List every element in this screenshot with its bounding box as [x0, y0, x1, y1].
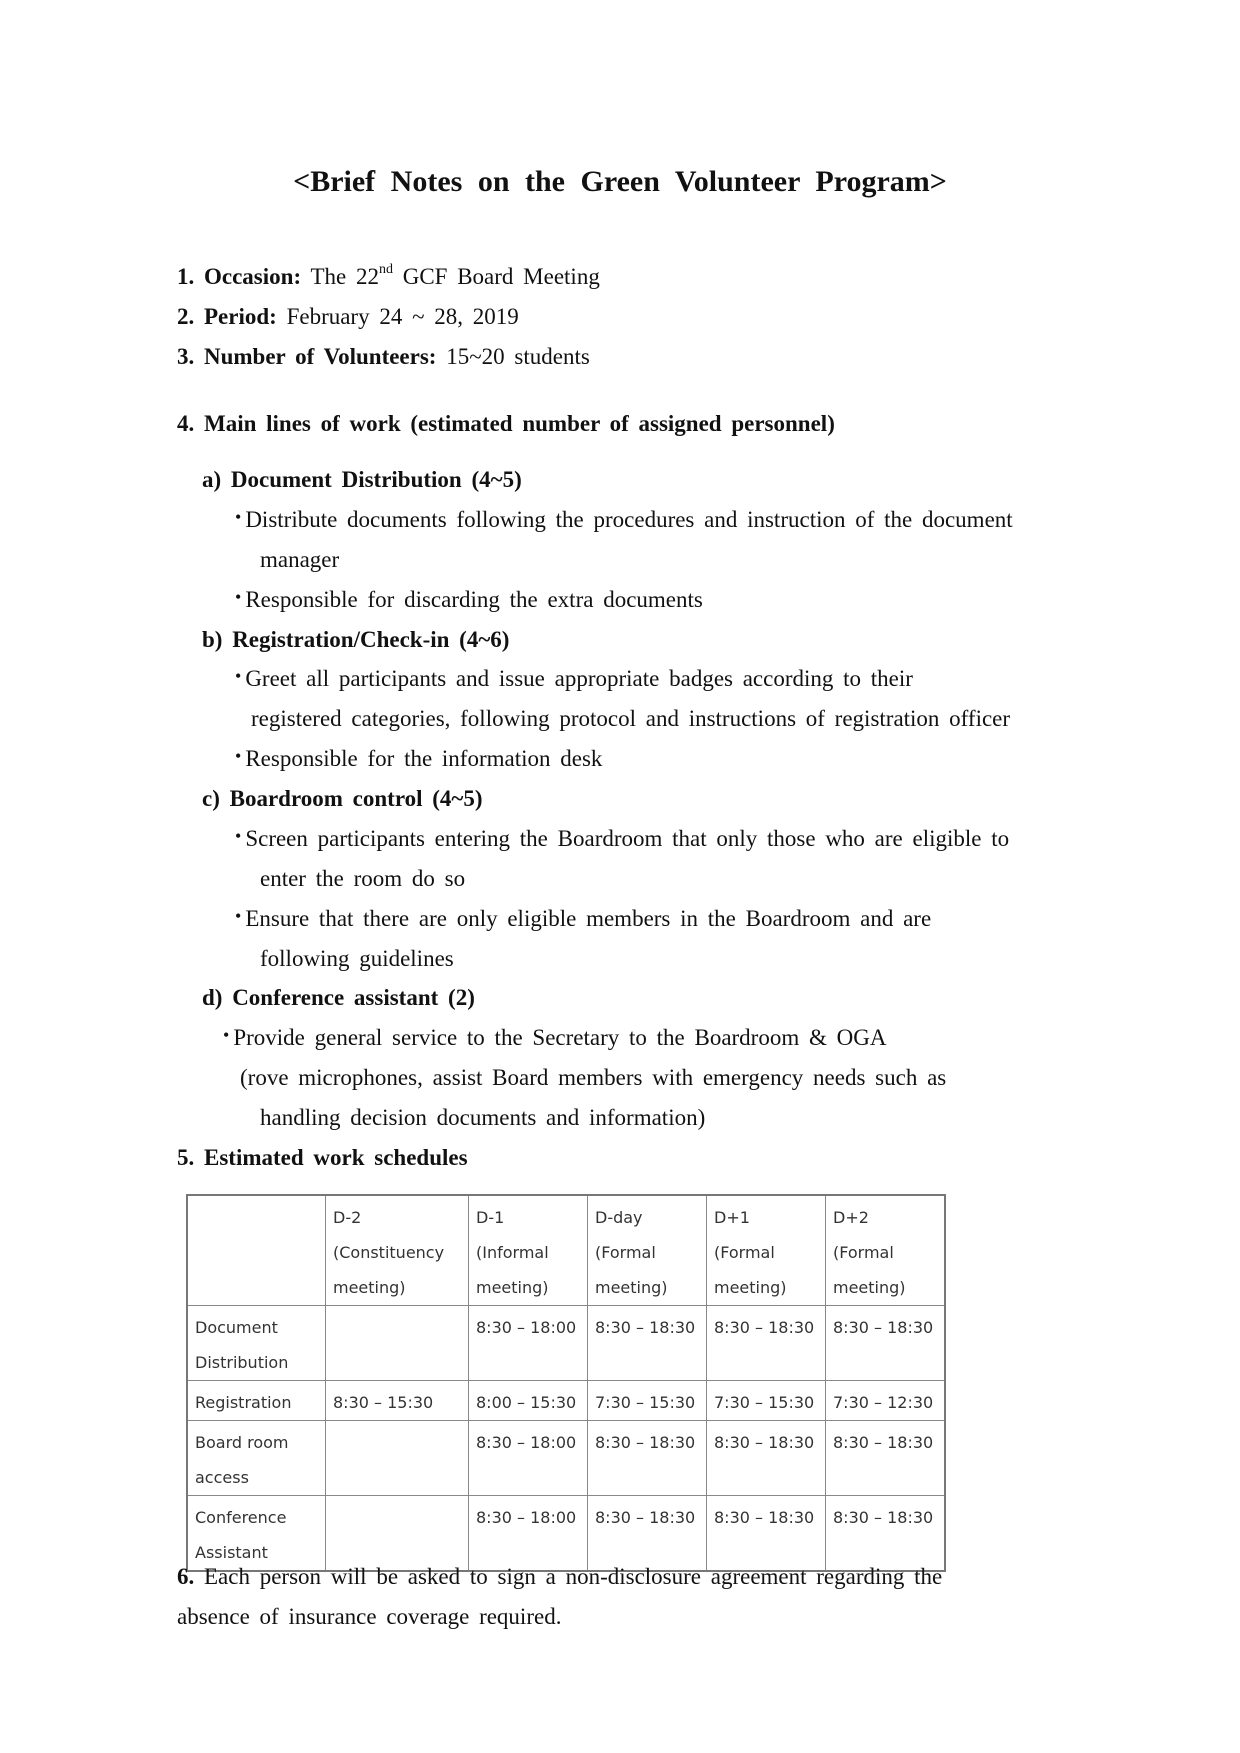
- table-cell: 8:30 – 18:30: [588, 1306, 707, 1381]
- bullet-icon: •: [235, 587, 242, 607]
- bullet-icon: •: [235, 746, 242, 766]
- bullet-icon: •: [235, 507, 242, 527]
- occasion-value-post: GCF Board Meeting: [392, 264, 600, 289]
- header-day: D-2: [333, 1208, 362, 1227]
- volunteers-value: 15~20 students: [436, 344, 590, 369]
- volunteers-label: Number of Volunteers:: [204, 344, 437, 369]
- bullet-item: [235, 824, 1009, 855]
- table-header-cell: [469, 1195, 588, 1306]
- table-cell: 8:30 – 18:30: [588, 1496, 707, 1572]
- occasion-superscript: nd: [378, 262, 393, 278]
- item-volunteers: [177, 342, 590, 372]
- bullet-text: Greet all participants and issue appropriate badges according to their: [245, 666, 913, 691]
- bullet-text: Ensure that there are only eligible members in the Boardroom and are: [245, 906, 932, 931]
- row-label: Board room access: [187, 1421, 326, 1496]
- bullet-continuation: manager: [260, 547, 340, 572]
- section-b-heading: b) Registration/Check-in (4~6): [202, 627, 510, 652]
- table-header-cell: [326, 1195, 469, 1306]
- table-cell: 7:30 – 12:30: [826, 1381, 946, 1421]
- header-day: D+2: [833, 1208, 869, 1227]
- item-number: 1.: [177, 264, 195, 289]
- table-row: [187, 1496, 945, 1572]
- bullet-continuation: registered categories, following protocol and instructions of registration officer: [251, 706, 1011, 731]
- table-cell: 8:30 – 18:30: [707, 1306, 826, 1381]
- header-day: D-1: [476, 1208, 505, 1227]
- work-heading: 4. Main lines of work (estimated number of assigned personnel): [177, 411, 835, 436]
- table-cell: 8:00 – 15:30: [469, 1381, 588, 1421]
- bullet-continuation: handling decision documents and information): [260, 1105, 706, 1130]
- table-cell: 8:30 – 18:30: [826, 1421, 946, 1496]
- table-header-row: [187, 1195, 945, 1306]
- bullet-icon: •: [235, 666, 242, 686]
- header-type: (Formal meeting): [595, 1243, 668, 1297]
- header-type: (Formal meeting): [714, 1243, 787, 1297]
- table-cell: 8:30 – 18:30: [588, 1421, 707, 1496]
- table-cell: 8:30 – 18:30: [826, 1496, 946, 1572]
- item-number: 6.: [177, 1564, 195, 1589]
- period-label: Period:: [204, 304, 277, 329]
- table-cell: 8:30 – 15:30: [326, 1381, 469, 1421]
- table-row: [187, 1421, 945, 1496]
- bullet-item: [235, 904, 931, 935]
- bullet-item: [223, 1023, 886, 1054]
- occasion-value-pre: The 22: [310, 264, 379, 289]
- bullet-text: Responsible for the information desk: [245, 746, 603, 771]
- bullet-icon: •: [235, 906, 242, 926]
- table-header-cell: [707, 1195, 826, 1306]
- item-number: 2.: [177, 304, 195, 329]
- bullet-item: [235, 505, 1013, 536]
- header-day: D+1: [714, 1208, 750, 1227]
- section-c-heading: c) Boardroom control (4~5): [202, 786, 483, 811]
- bullet-item: [235, 585, 703, 616]
- bullet-text: Responsible for discarding the extra documents: [245, 587, 703, 612]
- header-type: (Informal meeting): [476, 1243, 549, 1297]
- bullet-text: Provide general service to the Secretary to the Boardroom & OGA: [233, 1025, 887, 1050]
- bullet-continuation: following guidelines: [260, 946, 454, 971]
- table-corner-cell: [187, 1195, 326, 1306]
- section-d-heading: d) Conference assistant (2): [202, 985, 475, 1010]
- schedule-table: [186, 1194, 946, 1572]
- bullet-continuation: (rove microphones, assist Board members with emergency needs such as: [240, 1065, 947, 1090]
- item-number: 3.: [177, 344, 195, 369]
- header-day: D-day: [595, 1208, 643, 1227]
- table-cell: 7:30 – 15:30: [707, 1381, 826, 1421]
- table-cell: [326, 1306, 469, 1381]
- table-header-cell: [588, 1195, 707, 1306]
- bullet-icon: •: [235, 826, 242, 846]
- header-type: (Formal meeting): [833, 1243, 906, 1297]
- table-cell: [326, 1421, 469, 1496]
- row-label: Document Distribution: [187, 1306, 326, 1381]
- row-label: Registration: [187, 1381, 326, 1421]
- table-header-cell: [826, 1195, 946, 1306]
- table-cell: 8:30 – 18:00: [469, 1421, 588, 1496]
- bullet-item: [235, 744, 602, 775]
- bullet-text: Screen participants entering the Boardroom that only those who are eligible to: [245, 826, 1010, 851]
- occasion-label: Occasion:: [204, 264, 302, 289]
- header-type: (Constituency meeting): [333, 1243, 445, 1297]
- bullet-item: [235, 664, 913, 695]
- bullet-text: Distribute documents following the procedures and instruction of the document: [245, 507, 1013, 532]
- table-cell: 8:30 – 18:30: [826, 1306, 946, 1381]
- schedule-heading: 5. Estimated work schedules: [177, 1145, 468, 1170]
- period-value: February 24 ~ 28, 2019: [276, 304, 519, 329]
- table-cell: 8:30 – 18:30: [707, 1421, 826, 1496]
- row-label: Conference Assistant: [187, 1496, 326, 1572]
- item-occasion: [177, 262, 600, 292]
- table-cell: 8:30 – 18:30: [707, 1496, 826, 1572]
- bullet-continuation: enter the room do so: [260, 866, 466, 891]
- table-row: [187, 1306, 945, 1381]
- table-cell: [326, 1496, 469, 1572]
- section-a-heading: a) Document Distribution (4~5): [202, 467, 522, 492]
- table-row: [187, 1381, 945, 1421]
- table-cell: 7:30 – 15:30: [588, 1381, 707, 1421]
- table-cell: 8:30 – 18:00: [469, 1496, 588, 1572]
- footer-note-line1: [177, 1562, 942, 1592]
- document-title: <Brief Notes on the Green Volunteer Program>: [293, 165, 947, 198]
- table-cell: 8:30 – 18:00: [469, 1306, 588, 1381]
- footer-note-line2: absence of insurance coverage required.: [177, 1604, 562, 1629]
- item-period: [177, 302, 519, 332]
- bullet-icon: •: [223, 1025, 230, 1045]
- footer-text: Each person will be asked to sign a non-disclosure agreement regarding the: [194, 1564, 943, 1589]
